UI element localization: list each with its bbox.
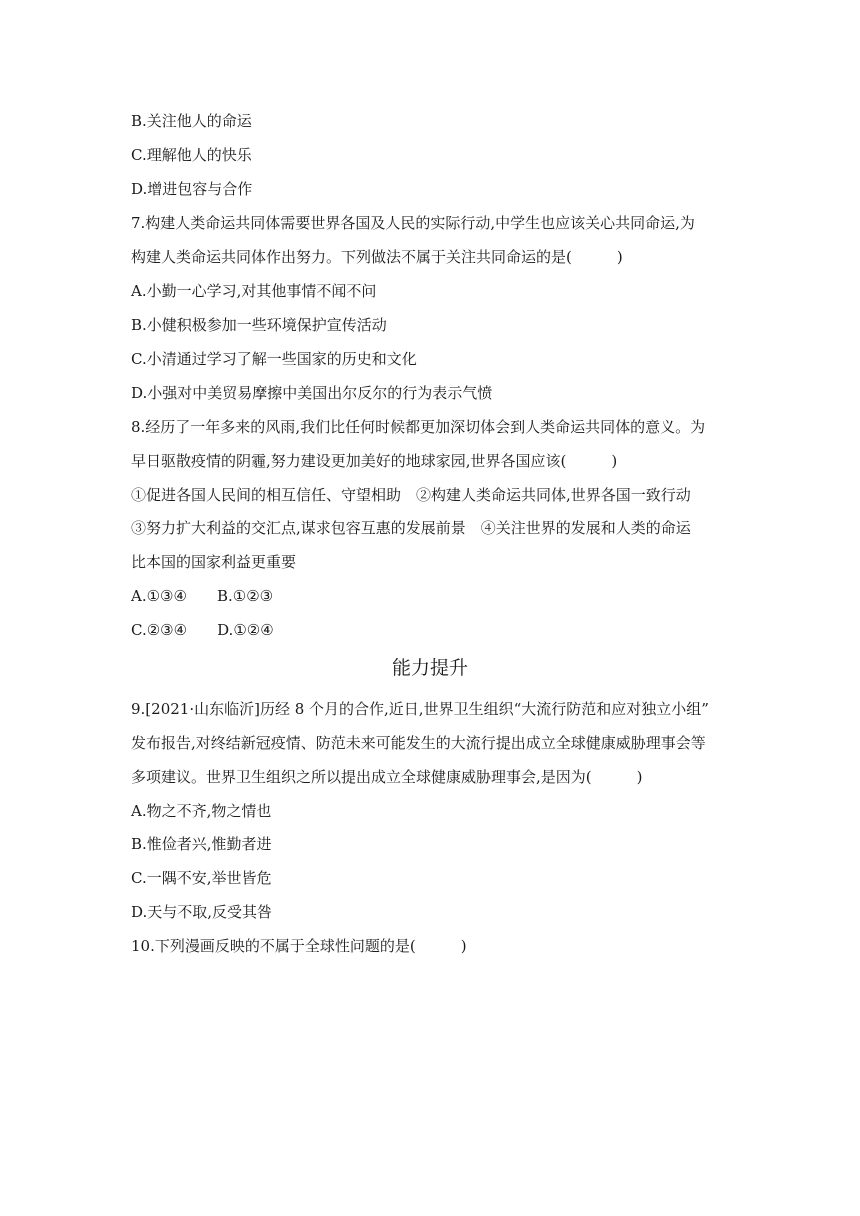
q9-stem-line-1: 9.[2021·山东临沂]历经 8 个月的合作,近日,世界卫生组织“大流行防范和应对独立小组” [131, 700, 709, 718]
q6-option-c: C.理解他人的快乐 [131, 146, 252, 164]
q8-items-line-3: 比本国的国家利益更重要 [131, 553, 297, 571]
q8-items-line-2: ③努力扩大利益的交汇点,谋求包容互惠的发展前景 ④关注世界的发展和人类的命运 [131, 519, 691, 537]
q8-option-a: A.①③④ [131, 587, 187, 605]
q9-option-b: B.惟俭者兴,惟勤者进 [131, 835, 272, 853]
q9-stem-line-2: 发布报告,对终结新冠疫情、防范未来可能发生的大流行提出成立全球健康威胁理事会等 [131, 734, 706, 752]
q7-option-c: C.小清通过学习了解一些国家的历史和文化 [131, 350, 417, 368]
q7-option-d: D.小强对中美贸易摩擦中美国出尔反尔的行为表示气愤 [131, 384, 493, 402]
q8-option-d: D.①②④ [217, 621, 274, 639]
q8-option-b: B.①②③ [216, 587, 274, 605]
q7-option-a: A.小勤一心学习,对其他事情不闻不问 [131, 282, 377, 300]
q7-stem-line-1: 7.构建人类命运共同体需要世界各国及人民的实际行动,中学生也应该关心共同命运,为 [131, 214, 695, 232]
q8-items-line-1: ①促进各国人民间的相互信任、守望相助 ②构建人类命运共同体,世界各国一致行动 [131, 486, 691, 504]
section-title: 能力提升 [391, 657, 468, 679]
q10-stem-line-1: 10.下列漫画反映的不属于全球性问题的是( ) [131, 937, 467, 955]
q9-option-a: A.物之不齐,物之情也 [131, 802, 272, 820]
q6-option-d: D.增进包容与合作 [131, 180, 253, 198]
q7-option-b: B.小健积极参加一些环境保护宣传活动 [131, 316, 387, 334]
q8-option-c: C.②③④ [131, 621, 188, 639]
q9-option-d: D.天与不取,反受其咎 [131, 903, 273, 921]
q9-option-c: C.一隅不安,举世皆危 [131, 869, 272, 887]
q8-stem-line-2: 早日驱散疫情的阴霾,努力建设更加美好的地球家园,世界各国应该( ) [131, 452, 618, 470]
q8-stem-line-1: 8.经历了一年多来的风雨,我们比任何时候都更加深切体会到人类命运共同体的意义。为 [131, 418, 706, 436]
q7-stem-line-2: 构建人类命运共同体作出努力。下列做法不属于关注共同命运的是( ) [131, 248, 623, 266]
q9-stem-line-3: 多项建议。世界卫生组织之所以提出成立全球健康威胁理事会,是因为( ) [131, 768, 643, 786]
q6-option-b: B.关注他人的命运 [131, 112, 252, 130]
q8-options-row-1 [131, 586, 731, 606]
q8-options-row-2 [131, 620, 731, 640]
